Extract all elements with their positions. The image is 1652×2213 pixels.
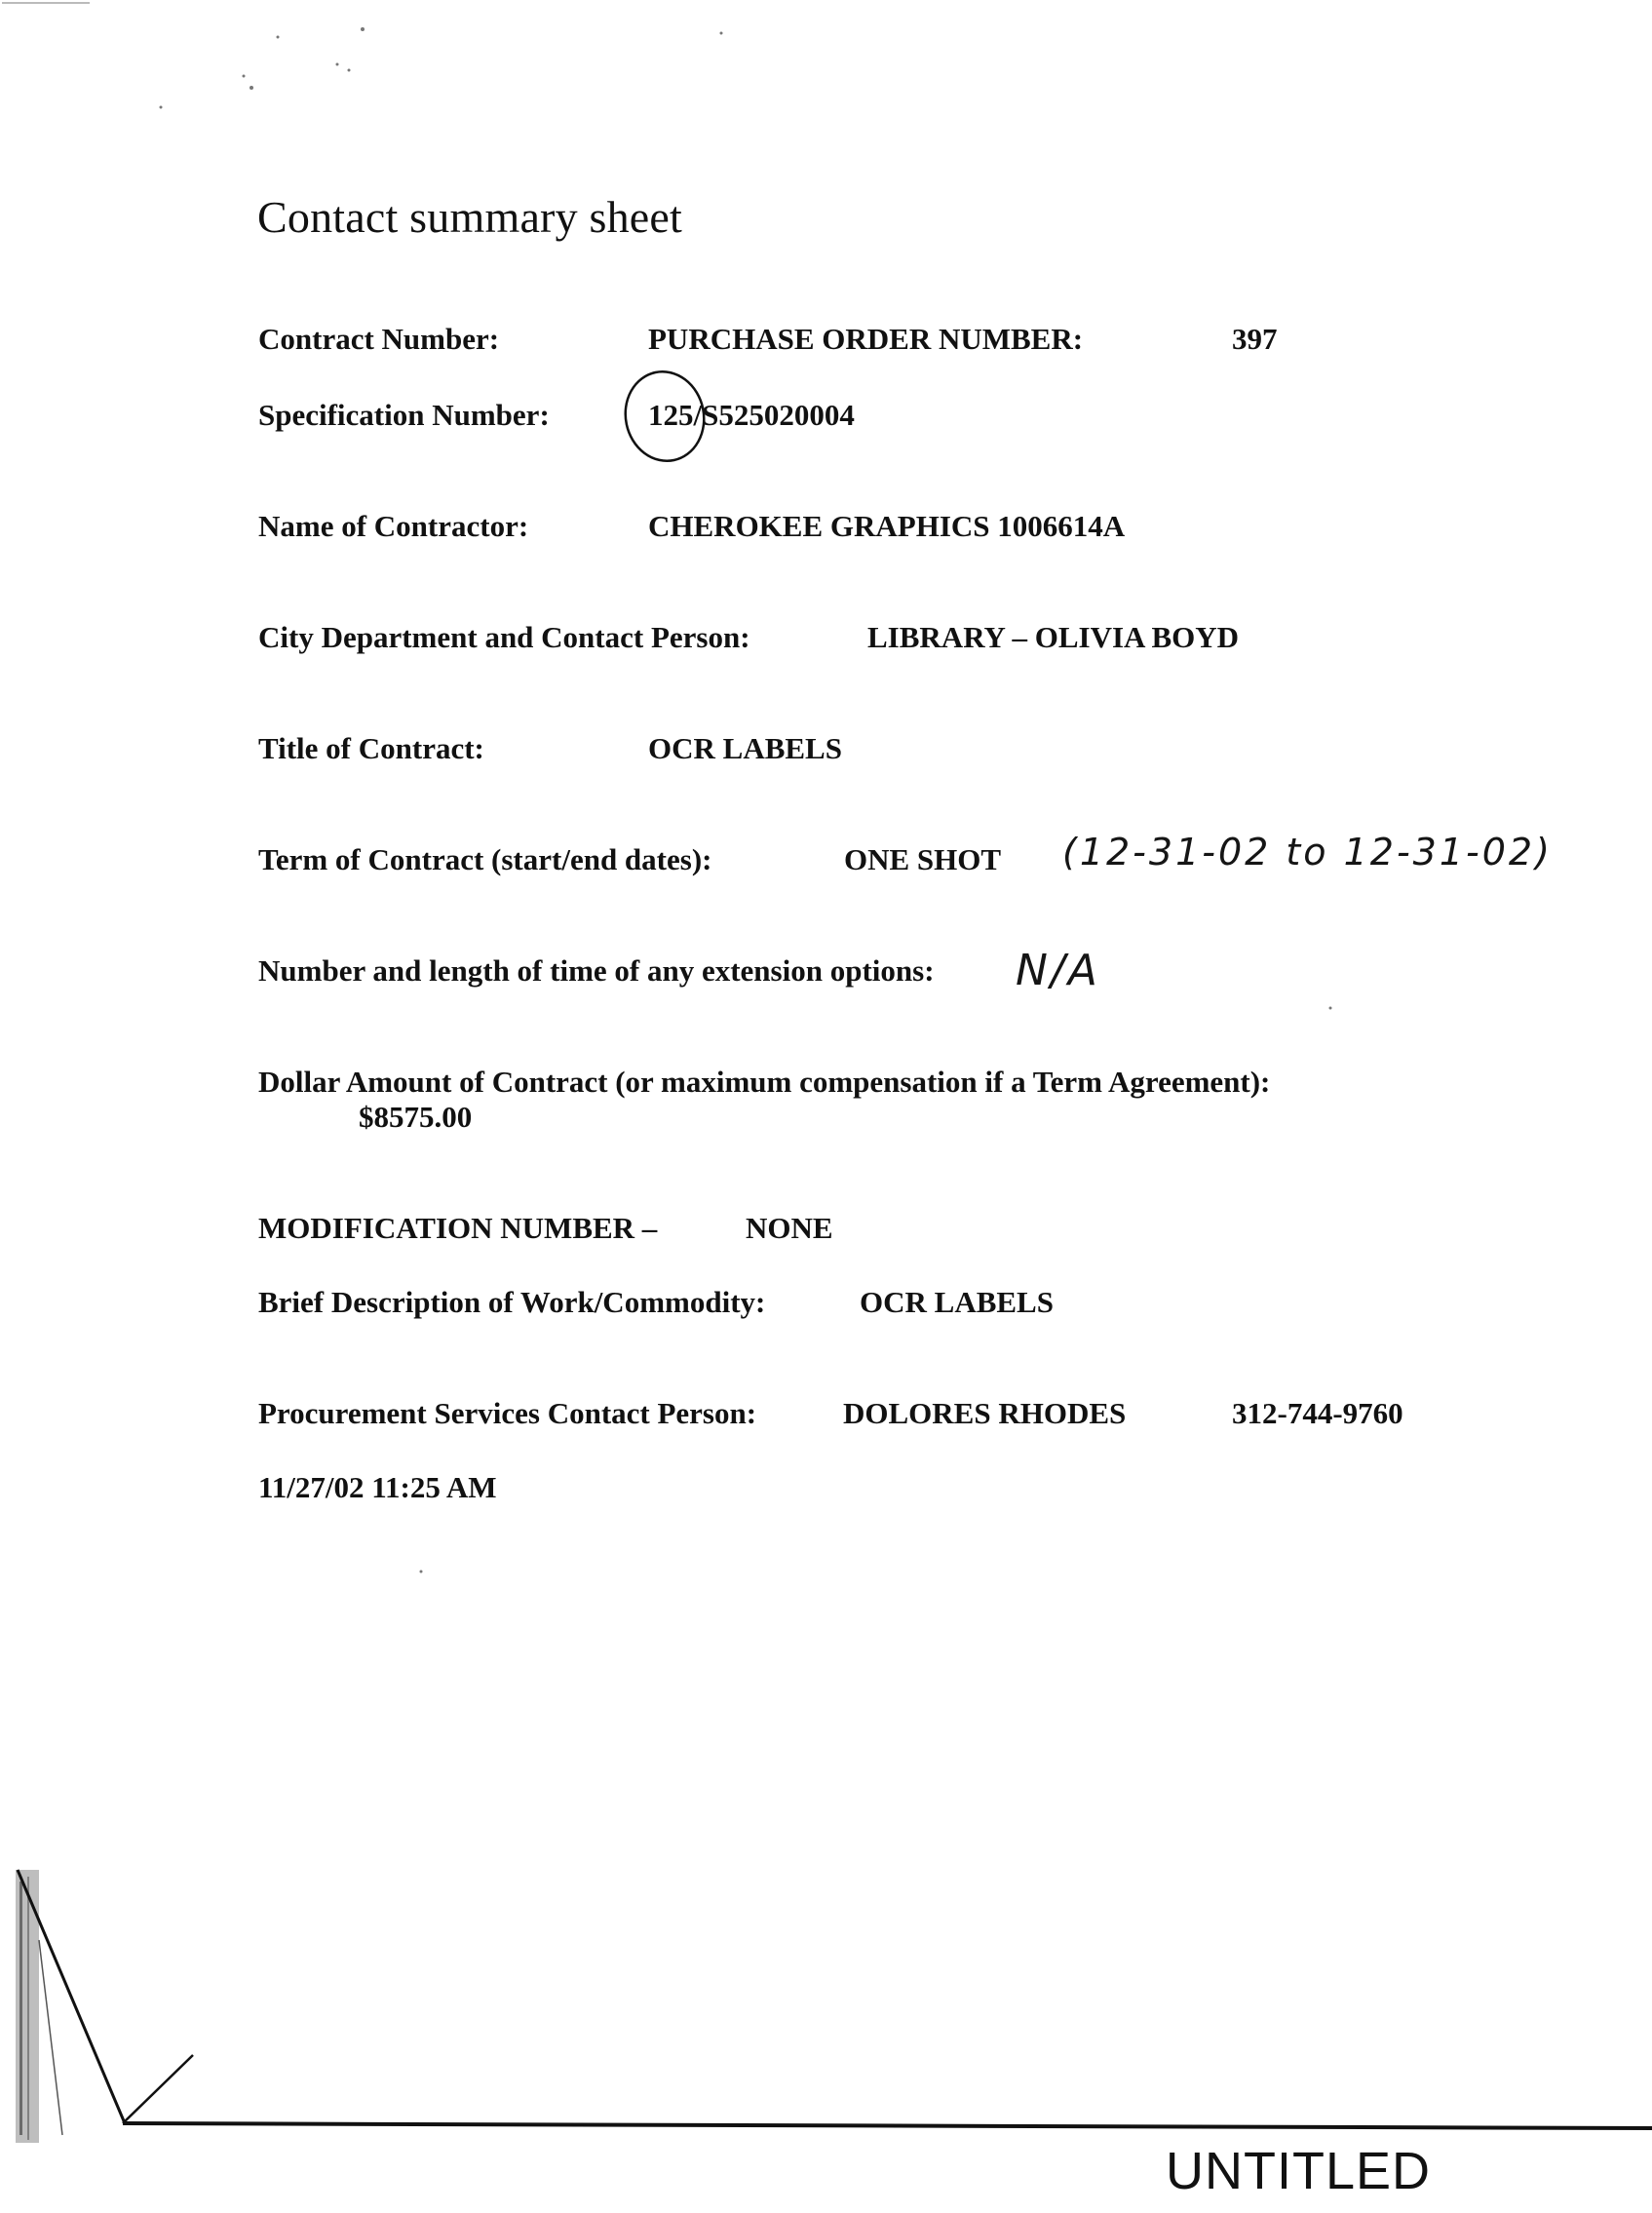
contractor-value: CHEROKEE GRAPHICS 1006614A [648, 509, 1126, 543]
purchase-order-number: 397 [1232, 322, 1278, 356]
extension-handwritten-value: N/A [1016, 946, 1100, 995]
term-label: Term of Contract (start/end dates): [258, 842, 712, 876]
term-handwritten-dates: (12-31-02 to 12-31-02) [1062, 831, 1553, 874]
procurement-contact-value: DOLORES RHODES [843, 1396, 1127, 1430]
modification-label: MODIFICATION NUMBER – [258, 1211, 658, 1245]
department-value: LIBRARY – OLIVIA BOYD [867, 620, 1240, 654]
specification-number-value: 125/S525020004 [648, 398, 855, 432]
procurement-contact-label: Procurement Services Contact Person: [258, 1396, 757, 1430]
term-value: ONE SHOT [844, 842, 1002, 876]
procurement-contact-phone: 312-744-9760 [1232, 1396, 1403, 1430]
description-value: OCR LABELS [860, 1285, 1054, 1319]
specification-number-label: Specification Number: [258, 398, 550, 432]
contract-number-label: Contract Number: [258, 322, 500, 356]
contractor-label: Name of Contractor: [258, 509, 529, 543]
department-label: City Department and Contact Person: [258, 620, 750, 654]
amount-label: Dollar Amount of Contract (or maximum compensation if a Term Agreement): [258, 1065, 1271, 1099]
footer-untitled-label: UNTITLED [1166, 2142, 1432, 2200]
contract-title-label: Title of Contract: [258, 731, 484, 765]
document-timestamp: 11/27/02 11:25 AM [258, 1470, 497, 1504]
amount-value: $8575.00 [359, 1100, 473, 1134]
description-label: Brief Description of Work/Commodity: [258, 1285, 766, 1319]
extension-label: Number and length of time of any extension options: [258, 953, 935, 988]
contract-title-value: OCR LABELS [648, 731, 842, 765]
contract-number-value: PURCHASE ORDER NUMBER: [648, 322, 1084, 356]
page-title: Contact summary sheet [257, 192, 682, 242]
scan-corner-graphic [16, 1870, 1652, 2143]
modification-value: NONE [746, 1211, 833, 1245]
